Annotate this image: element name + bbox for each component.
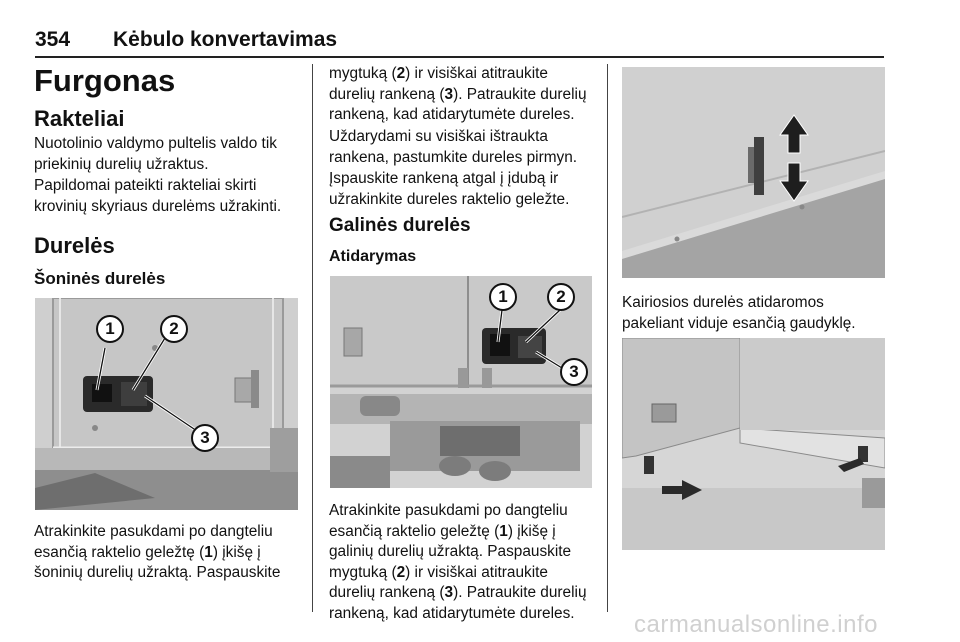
paragraph: Nuotolinio valdymo pultelis valdo tik priekinių durelių užraktus. (34, 135, 277, 173)
callout-3: 3 (560, 358, 588, 386)
side-door-lock-illustration (35, 298, 298, 510)
subheading-sonines-dureles: Šoninės durelės (34, 269, 166, 288)
column-divider (607, 64, 608, 612)
subheading-atidarymas: Atidarymas (329, 248, 417, 265)
paragraph: Atrakinkite pasukdami po dangteliu esančią raktelio geležtę (1) įkišę į šoninių durelių užraktą. Paspauskite (34, 523, 281, 581)
subheading-dureles: Durelės (34, 233, 115, 258)
paragraph: mygtuką (2) ir visiškai atitraukite durelių rankeną (3). Patraukite durelių rankeną, kad atidarytumėte dureles. (329, 65, 587, 123)
subheading-galines-dureles: Galinės durelės (329, 215, 471, 236)
door-catch-illustration (622, 67, 885, 278)
callout-1: 1 (489, 283, 517, 311)
rear-doors-open-illustration (622, 338, 885, 550)
page-number: 354 (35, 28, 71, 51)
paragraph: Atrakinkite pasukdami po dangteliu esančią raktelio geležtę (1) įkišę į galinių durelių užraktą. Paspauskite mygtuką (2) ir visiškai atitraukite durelių rankeną (3). Patraukite durelių rankeną, kad atidarytumėte dureles. (329, 502, 587, 622)
paragraph: Papildomai pateikti rakteliai skirti krovinių skyriaus durelėms užrakinti. (34, 177, 282, 215)
rear-door-lock-illustration (330, 276, 592, 488)
figure-caption: Kairiosios durelės atidaromos pakeliant viduje esančią gaudyklę. (622, 294, 856, 332)
callout-1: 1 (96, 315, 124, 343)
callout-2: 2 (547, 283, 575, 311)
callout-3: 3 (191, 424, 219, 452)
header-rule (35, 56, 884, 58)
subheading-rakteliai: Rakteliai (34, 106, 125, 131)
chapter-title: Kėbulo konvertavimas (113, 28, 338, 51)
section-heading-furgonas: Furgonas (34, 63, 176, 98)
paragraph: Uždarydami su visiškai ištraukta rankena, pastumkite dureles pirmyn. (329, 128, 578, 166)
paragraph: Įspauskite rankeną atgal į įdubą ir užrakinkite dureles raktelio geležte. (329, 170, 570, 208)
column-divider (312, 64, 313, 612)
callout-2: 2 (160, 315, 188, 343)
watermark: carmanualsonline.info (634, 611, 878, 638)
